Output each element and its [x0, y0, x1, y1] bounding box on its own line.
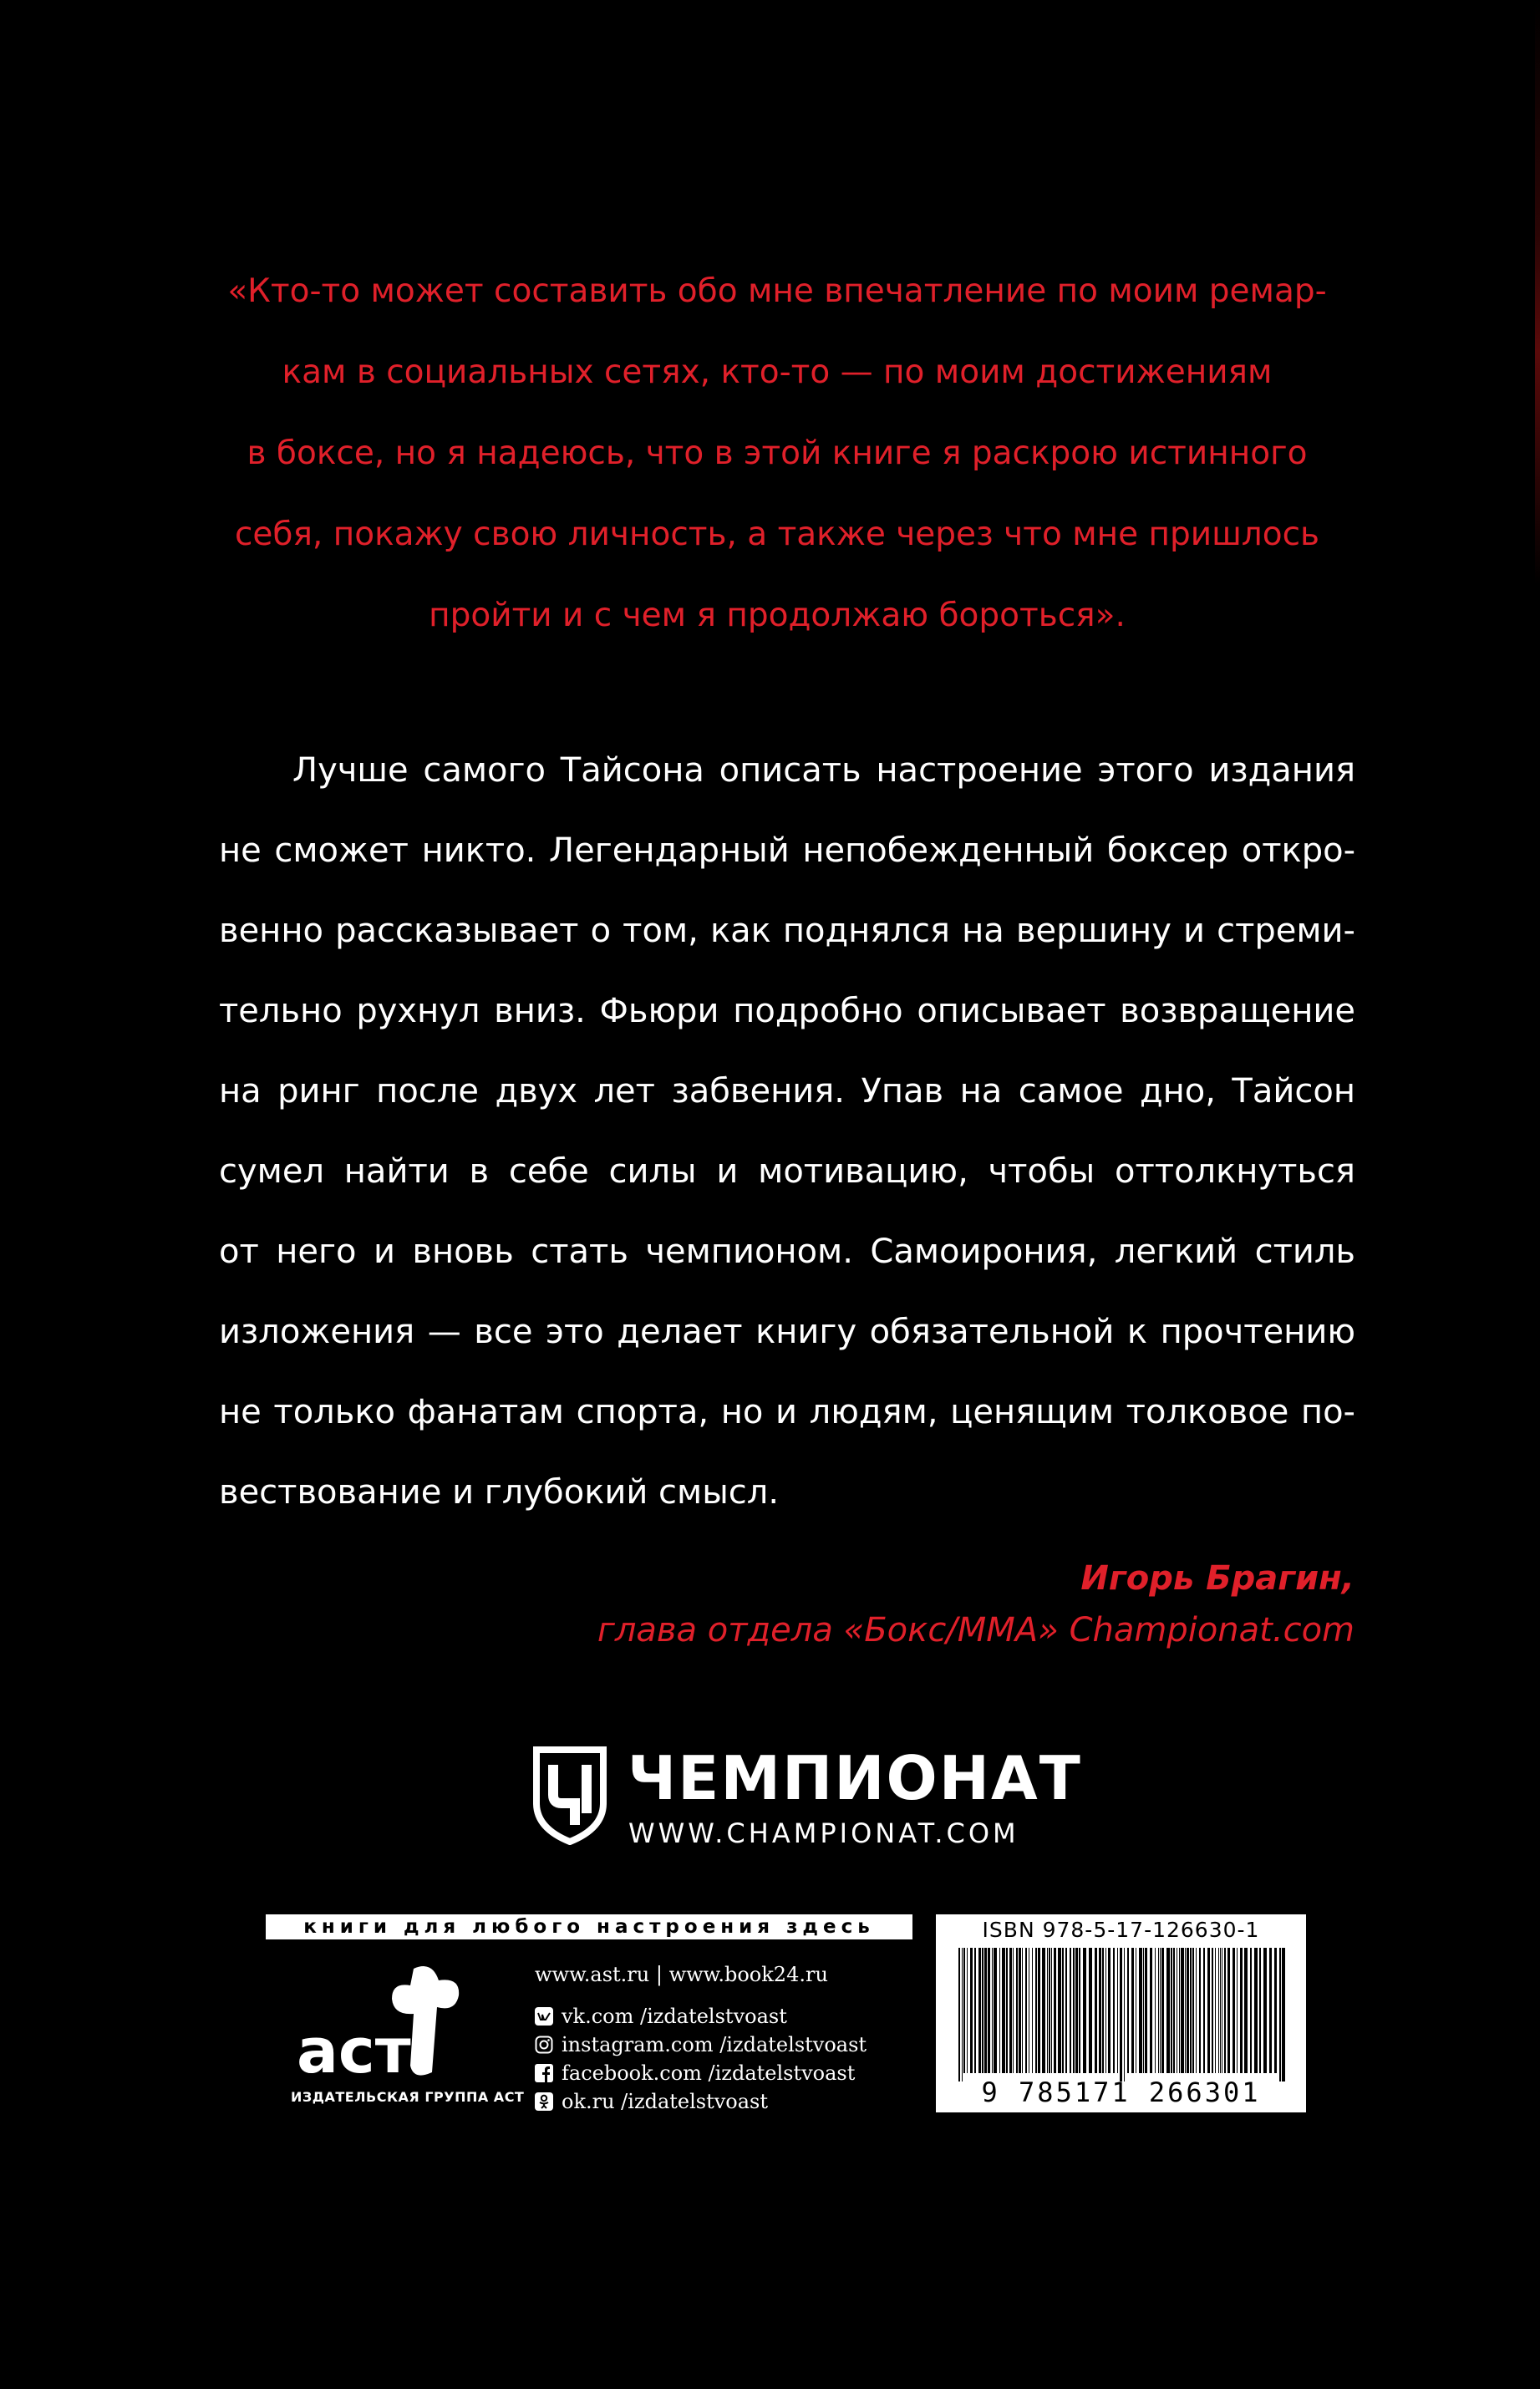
- barcode-bar: [1150, 1948, 1152, 2073]
- tyson-quote: [201, 251, 1354, 656]
- author-name: Игорь Брагин,: [1080, 1559, 1354, 1598]
- barcode-bar: [1218, 1948, 1219, 2073]
- barcode-bar: [1279, 1948, 1281, 2081]
- barcode-bar: [1145, 1948, 1147, 2073]
- barcode-bar: [1192, 1948, 1194, 2073]
- barcode-bar: [1035, 1948, 1037, 2073]
- barcode-bar: [1073, 1948, 1075, 2073]
- barcode-bar: [1117, 1948, 1118, 2073]
- barcode-bar: [1042, 1948, 1045, 2073]
- barcode-bar: [1079, 1948, 1080, 2073]
- publisher-caption: ИЗДАТЕЛЬСКАЯ ГРУППА АСТ: [291, 2089, 525, 2105]
- barcode-bar: [1032, 1948, 1033, 2073]
- barcode-bar: [1047, 1948, 1048, 2073]
- barcode-bar: [963, 1948, 965, 2073]
- barcode-bar: [970, 1948, 973, 2073]
- barcode-bar: [1089, 1948, 1092, 2073]
- barcode-bar: [1181, 1948, 1184, 2073]
- barcode-bar: [988, 1948, 990, 2073]
- description-line: не сможет никто. Легендарный непобежденный боксер откро-: [219, 831, 1355, 870]
- ast-logo: [288, 1955, 489, 2097]
- isbn-barcode-block: [936, 1914, 1306, 2112]
- barcode-bar: [1049, 1948, 1050, 2073]
- barcode-bar: [1013, 1948, 1014, 2073]
- barcode-bar: [1250, 1948, 1252, 2073]
- barcode-bar: [967, 1948, 968, 2073]
- barcode-bar: [1009, 1948, 1012, 2073]
- quote-line: «Кто-то может составить обо мне впечатление по моим ремар-: [227, 272, 1327, 310]
- description-line: сумел найти в себе силы и мотивацию, чтобы оттолкнуться: [219, 1152, 1355, 1191]
- quote-line: пройти и с чем я продолжаю бороться».: [429, 597, 1126, 634]
- description-line: не только фанатам спорта, но и людям, ценящим толковое по-: [219, 1393, 1355, 1431]
- description-line: изложения — все это делает книгу обязательной к прочтению: [219, 1313, 1355, 1351]
- barcode-bar: [1022, 1948, 1023, 2073]
- barcode-bar: [1124, 1948, 1125, 2081]
- barcode-bar: [1227, 1948, 1230, 2073]
- description-line: Лучше самого Тайсона описать настроение этого издания: [292, 751, 1355, 790]
- barcode-bar: [1058, 1948, 1061, 2073]
- barcode-bar: [1062, 1948, 1064, 2073]
- vk-icon: [535, 2007, 553, 2026]
- barcode-bar: [1083, 1948, 1086, 2073]
- barcode-bar: [1282, 1948, 1285, 2081]
- facebook-link-text: facebook.com /izdatelstvoast: [562, 2061, 856, 2085]
- description-line: на ринг после двух лет забвения. Упав на самое дно, Тайсон: [219, 1072, 1355, 1111]
- barcode-bar: [1269, 1948, 1272, 2073]
- odnoklassniki-icon: [535, 2092, 553, 2111]
- instagram-link[interactable]: [535, 2031, 867, 2059]
- review-author: [597, 1553, 1354, 1656]
- barcode-bar: [1099, 1948, 1101, 2073]
- barcode-bar: [1224, 1948, 1226, 2073]
- barcode-bar: [962, 1948, 963, 2081]
- book-description: [219, 730, 1355, 1533]
- barcode-bar: [1143, 1948, 1144, 2073]
- description-line: тельно рухнул вниз. Фьюри подробно описывает возвращение: [219, 992, 1355, 1030]
- facebook-link[interactable]: [535, 2059, 867, 2087]
- barcode-bar: [994, 1948, 997, 2073]
- barcode-bar: [1120, 1948, 1122, 2081]
- vk-link[interactable]: [535, 2002, 867, 2031]
- barcode-bar: [992, 1948, 993, 2073]
- isbn-label: ISBN 978-5-17-126630-1: [982, 1918, 1260, 1942]
- isbn-digits: 9 785171 266301: [981, 2076, 1261, 2108]
- barcode-bar: [1127, 1948, 1129, 2073]
- barcode-bar: [1016, 1948, 1018, 2073]
- barcode-bar: [1220, 1948, 1221, 2073]
- barcode-bar: [982, 1948, 983, 2073]
- barcode-bar: [1002, 1948, 1005, 2073]
- barcode-bar: [974, 1948, 976, 2073]
- barcode-bar: [1070, 1948, 1071, 2073]
- barcode-bar: [1006, 1948, 1008, 2073]
- barcode-bar: [999, 1948, 1000, 2073]
- barcode-bar: [1051, 1948, 1052, 2073]
- barcode-bar: [1108, 1948, 1111, 2073]
- barcode-bar: [1185, 1948, 1186, 2073]
- ok-link[interactable]: [535, 2087, 867, 2116]
- barcode-bar: [1233, 1948, 1235, 2073]
- ast-logo-text: аст: [297, 2015, 411, 2087]
- championat-url[interactable]: WWW.CHAMPIONAT.COM: [628, 1817, 1019, 1849]
- barcode-bar: [1212, 1948, 1213, 2073]
- barcode-bar: [1155, 1948, 1156, 2073]
- quote-line: в боксе, но я надеюсь, что в этой книге я раскрою истинного: [247, 435, 1308, 472]
- barcode-bar: [1274, 1948, 1277, 2073]
- barcode-bar: [1263, 1948, 1267, 2073]
- barcode-bar: [1166, 1948, 1170, 2073]
- quote-line: себя, покажу свою личность, а также через что мне пришлось: [234, 516, 1320, 553]
- ok-link-text: ok.ru /izdatelstvoast: [562, 2090, 769, 2113]
- barcode-bar: [1131, 1948, 1134, 2073]
- site-links[interactable]: www.ast.ru | www.book24.ru: [535, 1963, 828, 1986]
- author-role: глава отдела «Бокс/ММА» Championat.com: [597, 1611, 1354, 1649]
- barcode-bar: [978, 1948, 981, 2073]
- barcode-bar: [1196, 1948, 1197, 2073]
- barcode-bar: [984, 1948, 987, 2073]
- barcode-bar: [1065, 1948, 1067, 2073]
- barcode-bar: [1244, 1948, 1248, 2073]
- barcode-bar: [1102, 1948, 1104, 2073]
- barcode-bar: [1254, 1948, 1258, 2073]
- championat-title: ЧЕМПИОНАТ: [628, 1743, 1082, 1813]
- barcode-bar: [1259, 1948, 1261, 2073]
- championat-shield-icon: [531, 1745, 608, 1845]
- barcode-bar: [1179, 1948, 1180, 2073]
- barcode-bar: [1161, 1948, 1164, 2073]
- instagram-icon: [535, 2036, 553, 2054]
- description-line: венно рассказывает о том, как поднялся на вершину и стреми-: [219, 912, 1355, 950]
- barcode-bar: [1019, 1948, 1021, 2073]
- barcode-bar: [1199, 1948, 1201, 2073]
- vk-link-text: vk.com /izdatelstvoast: [562, 2005, 787, 2028]
- instagram-link-text: instagram.com /izdatelstvoast: [562, 2033, 867, 2056]
- barcode-bar: [1207, 1948, 1210, 2073]
- barcode-bar: [1139, 1948, 1142, 2073]
- championat-logo: [531, 1743, 1082, 1853]
- barcode-bar: [1203, 1948, 1205, 2073]
- barcode-bar: [1160, 1948, 1161, 2073]
- facebook-icon: [535, 2064, 553, 2082]
- barcode-bar: [1190, 1948, 1192, 2073]
- barcode: [957, 1948, 1287, 2081]
- barcode-bar: [1173, 1948, 1175, 2073]
- description-line: вествование и глубокий смысл.: [219, 1473, 780, 1512]
- quote-line: кам в социальных сетях, кто-то — по моим достижениям: [282, 353, 1273, 391]
- barcode-bar: [1025, 1948, 1027, 2073]
- barcode-bar: [1240, 1948, 1243, 2073]
- barcode-bar: [1105, 1948, 1106, 2073]
- barcode-bar: [1075, 1948, 1078, 2073]
- spine-edge: [1535, 0, 1540, 585]
- barcode-bar: [958, 1948, 960, 2081]
- barcode-bar: [1095, 1948, 1097, 2073]
- barcode-bar: [1038, 1948, 1040, 2073]
- barcode-bar: [1237, 1948, 1238, 2073]
- description-line: от него и вновь стать чемпионом. Самоирония, легкий стиль: [219, 1233, 1355, 1271]
- barcode-bar: [1158, 1948, 1159, 2073]
- barcode-bar: [1215, 1948, 1216, 2073]
- barcode-bar: [1187, 1948, 1189, 2073]
- barcode-bar: [1171, 1948, 1172, 2073]
- tagline-banner: книги для любого настроения здесь: [266, 1914, 912, 1939]
- barcode-bar: [1054, 1948, 1056, 2073]
- barcode-bar: [1113, 1948, 1115, 2073]
- publisher-links: [535, 1960, 867, 2116]
